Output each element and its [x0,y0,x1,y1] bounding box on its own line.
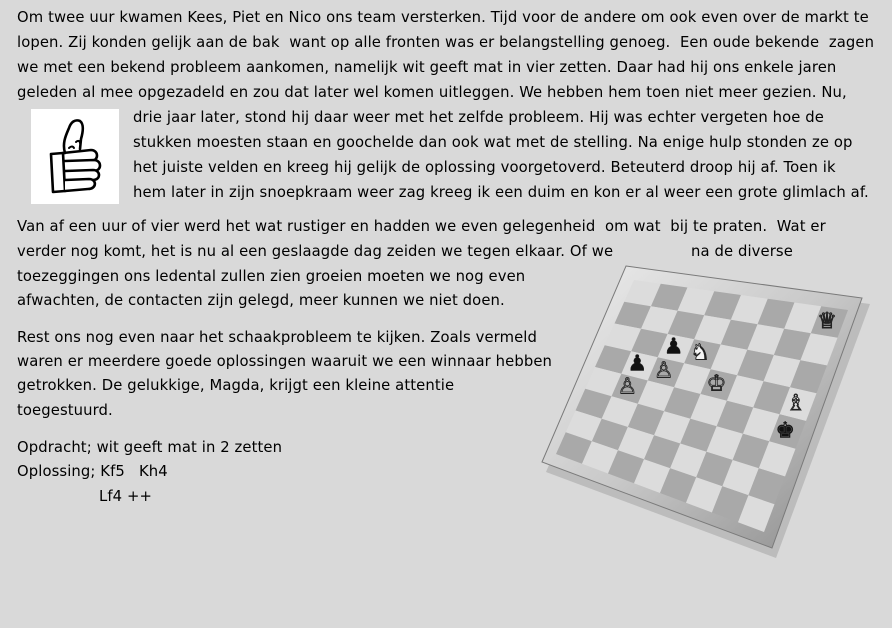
paragraph2-line-2b: na de diverse [691,243,793,260]
white-pawn-piece: ♙ [617,374,638,400]
paragraph2-line-2a: verder nog komt, het is nu al een geslaagde dag zeiden we tegen elkaar. Of we [17,243,614,260]
paragraph1-line-2: lopen. Zij konden gelijk aan de bak want op alle fronten was er belangstelling genoeg. Een oude bekende zagen [17,34,875,51]
white-king-piece: ♔ [706,371,727,397]
white-queen-piece: ♕ [817,308,838,334]
thumbs-up-icon [31,109,119,204]
chessboard-svg [540,262,875,562]
paragraph2-line-3: toezeggingen ons ledental zullen zien groeien moeten we nog even [17,268,526,285]
black-king-piece: ♚ [775,418,796,444]
black-pawn-piece: ♟ [663,334,684,360]
paragraph1-line-3: we met een bekend probleem aankomen, namelijk wit geeft mat in vier zetten. Daar had hij ons enkele jaren [17,59,837,76]
paragraph3-line-2: waren er meerdere goede oplossingen waaruit we een winnaar hebben [17,353,553,370]
paragraph1-line-6: stukken moesten staan en goochelde dan ook wat met de stelling. Na enige hulp stonden ze op [133,134,853,151]
assignment-text: Opdracht; wit geeft mat in 2 zetten [17,439,283,456]
paragraph1-line-8: hem later in zijn snoepkraam weer zag kreeg ik een duim en kon er al weer een grote glimlach af. [133,184,869,201]
paragraph1-line-4: geleden al mee opgezadeld en zou dat later wel komen uitleggen. We hebben hem toen niet meer gezien. Nu, [17,84,847,101]
paragraph3-line-3: getrokken. De gelukkige, Magda, krijgt een kleine attentie [17,377,455,394]
black-pawn-piece: ♟ [627,351,648,377]
white-knight-piece: ♞ [690,340,711,366]
chessboard-image [540,262,875,562]
paragraph3-line-4: toegestuurd. [17,402,113,419]
paragraph1-line-7: het juiste velden en kreeg hij gelijk de oplossing voorgetoverd. Beteuterd droop hij af. Toen ik [133,159,836,176]
solution-move2: Lf4 ++ [99,488,152,505]
solution-label: Oplossing; Kf5 [17,463,125,480]
thumbs-up-image [31,109,119,204]
paragraph1-line-1: Om twee uur kwamen Kees, Piet en Nico ons team versterken. Tijd voor de andere om ook even over de markt te [17,9,869,26]
white-bishop-piece: ♗ [785,390,806,416]
white-pawn-piece: ♙ [653,358,674,384]
paragraph3-line-1: Rest ons nog even naar het schaakprobleem te kijken. Zoals vermeld [17,329,538,346]
paragraph1-line-5: drie jaar later, stond hij daar weer met het zelfde probleem. Hij was echter vergeten hoe de [133,109,824,126]
paragraph2-line-1: Van af een uur of vier werd het wat rustiger en hadden we even gelegenheid om wat bij te praten. Wat er [17,218,826,235]
solution-reply: Kh4 [139,463,168,480]
paragraph2-line-4: afwachten, de contacten zijn gelegd, meer kunnen we niet doen. [17,292,505,309]
